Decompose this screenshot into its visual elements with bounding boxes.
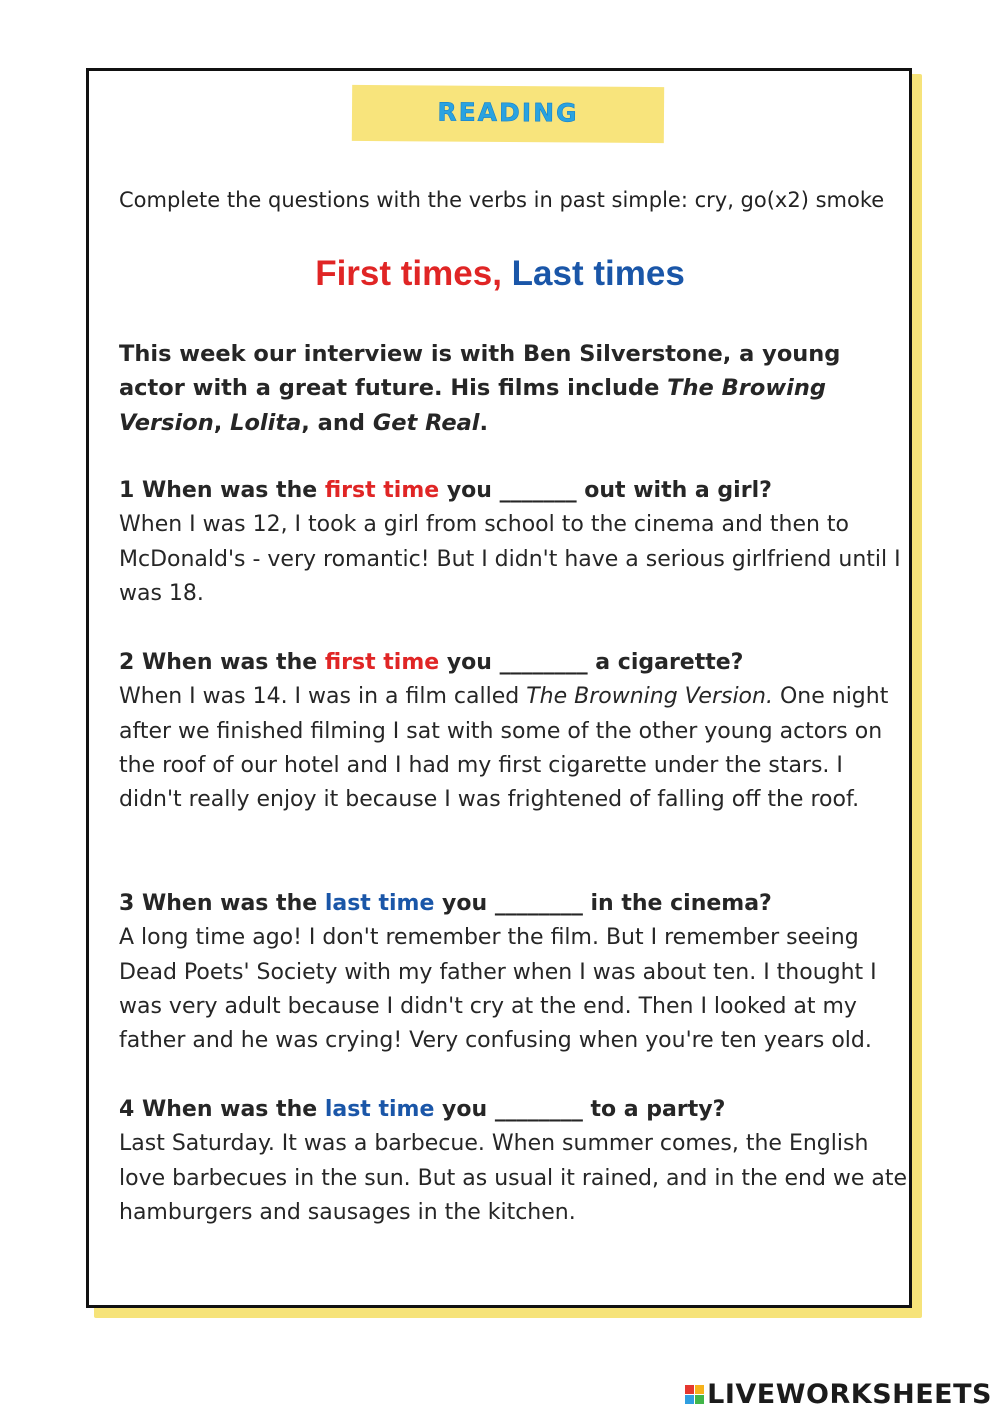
- question-4-highlight: last time: [324, 1097, 435, 1122]
- question-3-prefix: 3 When was the: [119, 891, 325, 916]
- answer-2: [119, 680, 909, 817]
- question-4: [119, 1093, 909, 1127]
- answer-2-film: The Browning Version.: [526, 684, 773, 710]
- question-3-suffix: you ________ in the cinema?: [434, 891, 772, 916]
- answer-2-pre: When I was 14. I was in a film called: [119, 684, 527, 710]
- question-4-prefix: 4 When was the: [119, 1097, 325, 1122]
- question-2-suffix: you ________ a cigarette?: [439, 650, 744, 675]
- answer-3: A long time ago! I don't remember the film. But I remember seeing Dead Poets' Society with my father when I was about ten. I thought I was very adult because I didn't cry at the end. Then I looked at my father and he was crying! Very confusing when you're ten years old.: [119, 925, 877, 1054]
- liveworksheets-logo[interactable]: [685, 1375, 992, 1413]
- intro-text-3: , and: [301, 409, 373, 436]
- intro-text-1: This week our interview is with Ben Silverstone, a young actor with a great future. His films include: [119, 341, 841, 402]
- film-title-2: Lolita: [230, 409, 302, 436]
- title-first-times: First times,: [315, 254, 502, 293]
- answer-2-post: One night after we finished filming I sat with some of the other young actors on the roof of our hotel and I had my first cigarette under the stars. I didn't really enjoy it because I was frightened of falling off the roof.: [119, 684, 889, 813]
- question-2-highlight: first time: [324, 650, 440, 675]
- question-1-prefix: 1 When was the: [119, 478, 325, 503]
- answer-4: Last Saturday. It was a barbecue. When summer comes, the English love barbecues in the sun. But as usual it rained, and in the end we ate hamburgers and sausages in the kitchen.: [119, 1131, 908, 1225]
- question-block-2: [119, 646, 909, 817]
- banner-label: READING: [437, 97, 579, 128]
- question-3: [119, 887, 909, 921]
- intro-text-4: .: [479, 409, 489, 436]
- question-block-1: [119, 474, 909, 611]
- answer-1: When I was 12, I took a girl from school to the cinema and then to McDonald's - very romantic! But I didn't have a serious girlfriend until I was 18.: [119, 512, 901, 606]
- question-1-highlight: first time: [324, 478, 440, 503]
- question-block-3: [119, 887, 909, 1058]
- film-title-1: The Browing Version: [119, 375, 826, 436]
- logo-text: LIVEWORKSHEETS: [707, 1378, 992, 1410]
- page-title: [0, 252, 1000, 296]
- question-block-4: [119, 1093, 909, 1230]
- reading-banner: [352, 85, 664, 143]
- logo-grid-icon: [685, 1385, 704, 1404]
- intro-text-2: ,: [213, 409, 231, 436]
- film-title-3: Get Real: [372, 409, 480, 436]
- instruction-text: Complete the questions with the verbs in past simple: cry, go(x2) smoke: [119, 188, 885, 212]
- question-2: [119, 646, 909, 680]
- question-2-prefix: 2 When was the: [119, 650, 325, 675]
- question-3-highlight: last time: [324, 891, 435, 916]
- title-last-times: Last times: [511, 254, 685, 293]
- intro-paragraph: [119, 337, 909, 440]
- question-1: [119, 474, 909, 508]
- question-1-suffix: you _______ out with a girl?: [439, 478, 772, 503]
- question-4-suffix: you ________ to a party?: [434, 1097, 726, 1122]
